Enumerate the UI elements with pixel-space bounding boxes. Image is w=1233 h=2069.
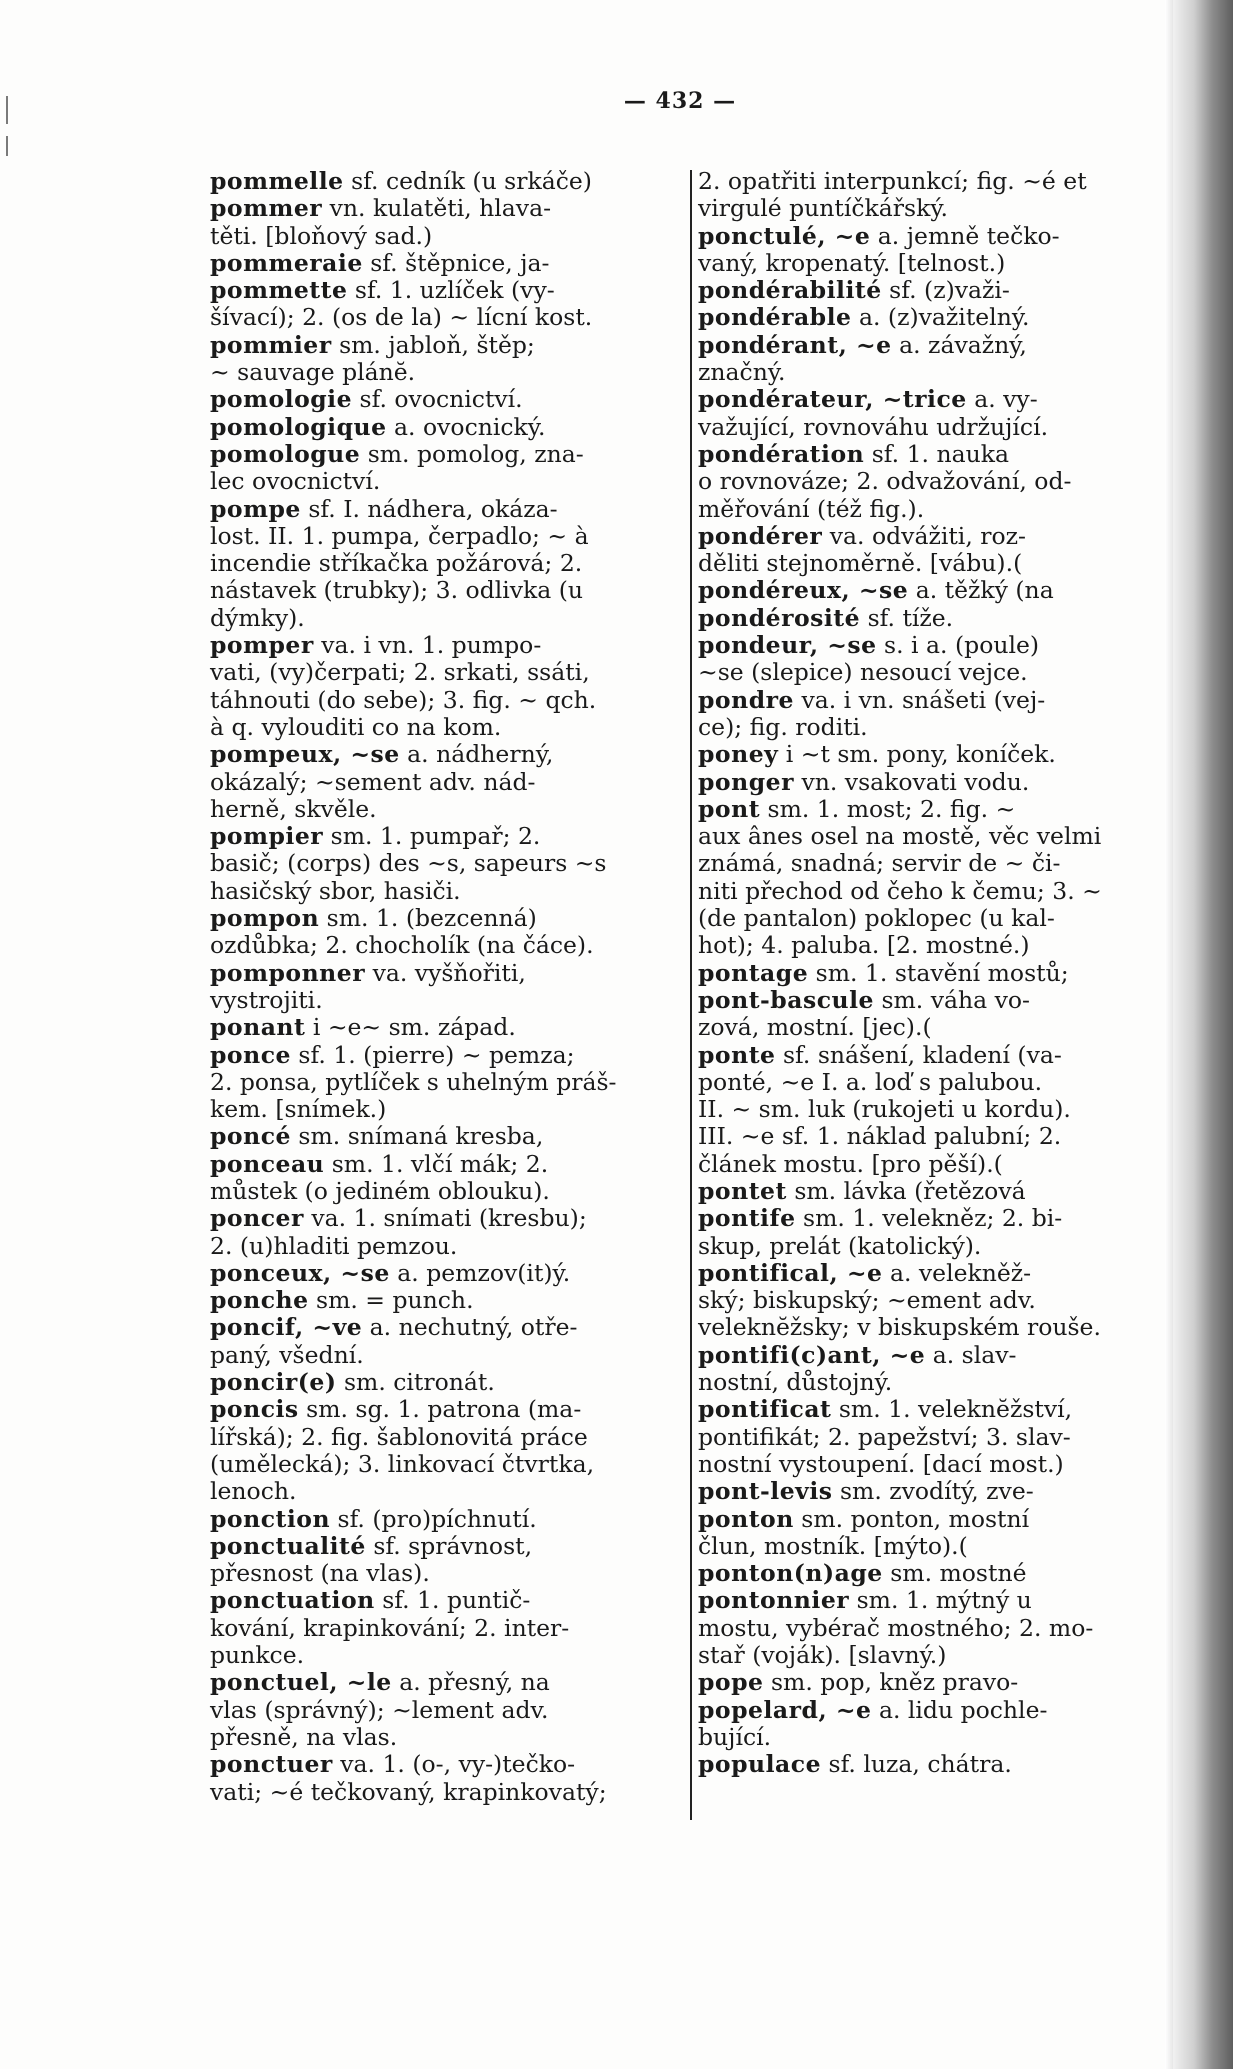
dictionary-line: pompon sm. 1. (bezcenná) bbox=[210, 904, 537, 933]
headword: ponton bbox=[698, 1504, 794, 1533]
headword: pondérant, ~e bbox=[698, 330, 892, 359]
dictionary-line: poney i ~t sm. pony, koníček. bbox=[698, 740, 1056, 769]
dictionary-line: basič; (corps) des ~s, sapeurs ~s bbox=[210, 849, 607, 878]
dictionary-line: ponche sm. = punch. bbox=[210, 1286, 474, 1315]
headword: pompeux, ~se bbox=[210, 740, 400, 769]
dictionary-line: niti přechod od čeho k čemu; 3. ~ bbox=[698, 876, 1102, 905]
dictionary-line: zová, mostní. [jec).( bbox=[698, 1013, 932, 1042]
dictionary-line: pommelle sf. cedník (u srkáče) bbox=[210, 167, 592, 195]
headword: pommelle bbox=[210, 167, 344, 195]
headword: poncis bbox=[210, 1395, 299, 1424]
headword: pondération bbox=[698, 439, 865, 468]
dictionary-line: ozdůbka; 2. chocholík (na čáce). bbox=[210, 931, 594, 960]
dictionary-line: poncir(e) sm. citronát. bbox=[210, 1368, 495, 1397]
dictionary-line: ~ sauvage plánĕ. bbox=[210, 358, 416, 387]
headword: pondéreux, ~se bbox=[698, 576, 909, 605]
headword: pont-levis bbox=[698, 1477, 833, 1506]
dictionary-line: poncé sm. snímaná kresba, bbox=[210, 1122, 544, 1151]
margin-mark bbox=[6, 136, 8, 156]
dictionary-line: pommer vn. kulatěti, hlava- bbox=[210, 194, 552, 223]
dictionary-line: pondération sf. 1. nauka bbox=[698, 439, 1009, 468]
dictionary-line: hot); 4. paluba. [2. mostné.) bbox=[698, 931, 1030, 960]
dictionary-line: pondre va. i vn. snášeti (vej- bbox=[698, 685, 1046, 714]
dictionary-line: bující. bbox=[698, 1722, 772, 1751]
dictionary-line: mostu, vybérač mostného; 2. mo- bbox=[698, 1613, 1094, 1642]
dictionary-line: měřování (též fig.). bbox=[698, 494, 925, 523]
dictionary-line: lenoch. bbox=[210, 1477, 297, 1506]
dictionary-line: pomologie sf. ovocnictví. bbox=[210, 385, 523, 414]
dictionary-line: článek mostu. [pro pěší).( bbox=[698, 1149, 1003, 1178]
dictionary-line: stař (voják). [slavný.) bbox=[698, 1641, 947, 1670]
dictionary-line: pomologue sm. pomolog, zna- bbox=[210, 439, 584, 468]
dictionary-line: ponce sf. 1. (pierre) ~ pemza; bbox=[210, 1040, 575, 1069]
dictionary-line: II. ~ sm. luk (rukojeti u kordu). bbox=[698, 1095, 1071, 1124]
dictionary-line: virgulé puntíčkářský. bbox=[698, 194, 948, 223]
dictionary-line: táhnouti (do sebe); 3. fig. ~ qch. bbox=[210, 685, 597, 714]
dictionary-line: děliti stejnoměrně. [vábu).( bbox=[698, 549, 1023, 578]
headword: ponctuation bbox=[210, 1586, 375, 1615]
dictionary-line: à q. vylouditi co na kom. bbox=[210, 712, 502, 741]
dictionary-line: pomologique a. ovocnický. bbox=[210, 412, 546, 441]
dictionary-line: 2. (u)hladiti pemzou. bbox=[210, 1231, 458, 1260]
dictionary-line: člun, mostník. [mýto).( bbox=[698, 1531, 968, 1560]
headword: pondérable bbox=[698, 303, 852, 332]
headword: ponctualité bbox=[210, 1531, 366, 1560]
dictionary-line: ský; biskupský; ~ement adv. bbox=[698, 1286, 1036, 1315]
headword: pont bbox=[698, 794, 761, 823]
headword: pompe bbox=[210, 494, 301, 523]
headword: pontificat bbox=[698, 1395, 832, 1424]
headword: pomologique bbox=[210, 412, 387, 441]
dictionary-line: popelard, ~e a. lidu pochle- bbox=[698, 1695, 1048, 1724]
dictionary-line: paný, všední. bbox=[210, 1340, 364, 1369]
headword: pontage bbox=[698, 958, 809, 987]
dictionary-line: 2. opatřiti interpunkcí; fig. ~é et bbox=[698, 167, 1087, 195]
dictionary-line: pommier sm. jabloň, štěp; bbox=[210, 330, 535, 359]
dictionary-line: ponton(n)age sm. mostné bbox=[698, 1559, 1027, 1588]
dictionary-line: populace sf. luza, chátra. bbox=[698, 1750, 1012, 1779]
dictionary-line: ponctualité sf. správnost, bbox=[210, 1531, 533, 1560]
dictionary-line: važující, rovnováhu udržující. bbox=[698, 412, 1049, 441]
dictionary-line: pontet sm. lávka (řetězová bbox=[698, 1176, 1026, 1205]
headword: pondérabilité bbox=[698, 276, 882, 305]
headword: ponceux, ~se bbox=[210, 1258, 390, 1287]
dictionary-line: nostní vystoupení. [dací most.) bbox=[698, 1449, 1064, 1478]
page-edge-shadow bbox=[1165, 0, 1173, 2069]
dictionary-line: pondérer va. odvážiti, roz- bbox=[698, 521, 1026, 550]
headword: poncer bbox=[210, 1204, 304, 1233]
dictionary-line: vlas (správný); ~lement adv. bbox=[210, 1695, 549, 1724]
dictionary-line: ponctulé, ~e a. jemně tečko- bbox=[698, 221, 1060, 250]
headword: pommette bbox=[210, 276, 348, 305]
dictionary-line: ponté, ~e I. a. loď s palubou. bbox=[698, 1067, 1043, 1096]
headword: ponctulé, ~e bbox=[698, 221, 871, 250]
dictionary-line: ponton sm. ponton, mostní bbox=[698, 1504, 1030, 1533]
headword: ponger bbox=[698, 767, 794, 796]
dictionary-line: šívací); 2. (os de la) ~ lícní kost. bbox=[210, 303, 593, 332]
dictionary-line: těti. [bloňový sad.) bbox=[210, 221, 433, 250]
dictionary-line: pondéreux, ~se a. těžký (na bbox=[698, 576, 1054, 605]
dictionary-line: pontage sm. 1. stavění mostů; bbox=[698, 958, 1069, 987]
dictionary-line: ponctuation sf. 1. puntič- bbox=[210, 1586, 531, 1615]
dictionary-line: nástavek (trubky); 3. odlivka (u bbox=[210, 576, 584, 605]
dictionary-line: pomponner va. vyšňořiti, bbox=[210, 958, 526, 987]
headword: pommer bbox=[210, 194, 323, 223]
dictionary-line: skup, prelát (katolický). bbox=[698, 1231, 982, 1260]
dictionary-line: pontifi(c)ant, ~e a. slav- bbox=[698, 1340, 1017, 1369]
headword: ponant bbox=[210, 1013, 306, 1042]
headword: ponction bbox=[210, 1504, 331, 1533]
dictionary-line: poncis sm. sg. 1. patrona (ma- bbox=[210, 1395, 582, 1424]
headword: poncif, ~ve bbox=[210, 1313, 363, 1342]
dictionary-line: pompeux, ~se a. nádherný, bbox=[210, 740, 554, 769]
dictionary-line: 2. ponsa, pytlíček s uhelným práš- bbox=[210, 1067, 617, 1096]
dictionary-line: pope sm. pop, kněz pravo- bbox=[698, 1668, 1019, 1697]
headword: ponctuel, ~le bbox=[210, 1668, 392, 1697]
dictionary-line: dýmky). bbox=[210, 603, 305, 632]
dictionary-line: pondérant, ~e a. závažný, bbox=[698, 330, 1027, 359]
headword: pondre bbox=[698, 685, 794, 714]
margin-mark bbox=[6, 96, 8, 124]
dictionary-line: pontonnier sm. 1. mýtný u bbox=[698, 1586, 1032, 1615]
dictionary-line: pondérable a. (z)važitelný. bbox=[698, 303, 1030, 332]
dictionary-line: ponction sf. (pro)píchnutí. bbox=[210, 1504, 537, 1533]
headword: pomponner bbox=[210, 958, 366, 987]
dictionary-line: ponant i ~e~ sm. západ. bbox=[210, 1013, 516, 1042]
headword: pomologue bbox=[210, 439, 361, 468]
dictionary-line: pontifikát; 2. papežství; 3. slav- bbox=[698, 1422, 1071, 1451]
left-column bbox=[210, 168, 616, 1806]
headword: popelard, ~e bbox=[698, 1695, 872, 1724]
dictionary-line: pont-levis sm. zvodítý, zve- bbox=[698, 1477, 1034, 1506]
dictionary-line: (umělecká); 3. linkovací čtvrtka, bbox=[210, 1449, 595, 1478]
headword: pompon bbox=[210, 904, 320, 933]
headword: pontifi(c)ant, ~e bbox=[698, 1340, 926, 1369]
headword: ponche bbox=[210, 1286, 309, 1315]
dictionary-line: (de pantalon) poklopec (u kal- bbox=[698, 904, 1055, 933]
headword: pope bbox=[698, 1668, 764, 1697]
dictionary-line: nostní, důstojný. bbox=[698, 1368, 893, 1397]
headword: pontifical, ~e bbox=[698, 1258, 883, 1287]
dictionary-line: ~se (slepice) nesoucí vejce. bbox=[698, 658, 1028, 687]
dictionary-line: lec ovocnictví. bbox=[210, 467, 381, 496]
dictionary-line: aux ânes osel na mostě, věc velmi bbox=[698, 822, 1102, 851]
dictionary-line: přesnost (na vlas). bbox=[210, 1559, 430, 1588]
dictionary-line: herně, skvěle. bbox=[210, 794, 377, 823]
headword: pondérateur, ~trice bbox=[698, 385, 967, 414]
dictionary-line: pontife sm. 1. velekněz; 2. bi- bbox=[698, 1204, 1063, 1233]
headword: pommeraie bbox=[210, 248, 363, 277]
dictionary-line: kování, krapinkování; 2. inter- bbox=[210, 1613, 570, 1642]
dictionary-line: ponctuer va. 1. (o-, vy-)tečko- bbox=[210, 1750, 576, 1779]
book-binding-shadow bbox=[1173, 0, 1233, 2069]
headword: poney bbox=[698, 740, 779, 769]
dictionary-line: punkce. bbox=[210, 1641, 305, 1670]
headword: pondérer bbox=[698, 521, 823, 550]
dictionary-line: pompier sm. 1. pumpař; 2. bbox=[210, 822, 541, 851]
headword: poncir(e) bbox=[210, 1368, 337, 1397]
dictionary-line: pondérosité sf. tíže. bbox=[698, 603, 954, 632]
dictionary-line: vati, (vy)čerpati; 2. srkati, ssáti, bbox=[210, 658, 590, 687]
dictionary-line: vystrojiti. bbox=[210, 985, 323, 1014]
dictionary-line: pondeur, ~se s. i a. (poule) bbox=[698, 631, 1040, 660]
dictionary-line: značný. bbox=[698, 358, 786, 387]
headword: pondérosité bbox=[698, 603, 861, 632]
headword: pomper bbox=[210, 631, 314, 660]
dictionary-line: pomper va. i vn. 1. pumpo- bbox=[210, 631, 542, 660]
headword: ponton(n)age bbox=[698, 1559, 883, 1588]
dictionary-line: poncer va. 1. snímati (kresbu); bbox=[210, 1204, 587, 1233]
headword: pontet bbox=[698, 1176, 787, 1205]
headword: pondeur, ~se bbox=[698, 631, 877, 660]
dictionary-line: pondérateur, ~trice a. vy- bbox=[698, 385, 1038, 414]
headword: pompier bbox=[210, 822, 324, 851]
dictionary-line: ce); fig. roditi. bbox=[698, 712, 868, 741]
dictionary-line: ponceux, ~se a. pemzov(it)ý. bbox=[210, 1258, 571, 1287]
dictionary-line: pommeraie sf. štěpnice, ja- bbox=[210, 248, 550, 277]
dictionary-line: vati; ~é tečkovaný, krapinkovatý; bbox=[210, 1777, 607, 1806]
right-column bbox=[698, 168, 1102, 1779]
dictionary-line: vaný, kropenatý. [telnost.) bbox=[698, 248, 1006, 277]
dictionary-line: o rovnováze; 2. odvažování, od- bbox=[698, 467, 1072, 496]
dictionary-line: pommette sf. 1. uzlíček (vy- bbox=[210, 276, 555, 305]
dictionary-line: ponctuel, ~le a. přesný, na bbox=[210, 1668, 550, 1697]
headword: poncé bbox=[210, 1122, 291, 1151]
page-number: — 432 — bbox=[623, 88, 737, 114]
dictionary-line: pondérabilité sf. (z)važi- bbox=[698, 276, 1010, 305]
dictionary-line: můstek (o jediném oblouku). bbox=[210, 1176, 550, 1205]
dictionary-line: poncif, ~ve a. nechutný, otře- bbox=[210, 1313, 578, 1342]
dictionary-line: pontificat sm. 1. veleknĕžství, bbox=[698, 1395, 1073, 1424]
column-divider bbox=[690, 170, 692, 1820]
dictionary-line: lost. II. 1. pumpa, čerpadlo; ~ à bbox=[210, 521, 589, 550]
dictionary-line: III. ~e sf. 1. náklad palubní; 2. bbox=[698, 1122, 1062, 1151]
headword: pontonnier bbox=[698, 1586, 850, 1615]
headword: pontife bbox=[698, 1204, 796, 1233]
headword: ponte bbox=[698, 1040, 776, 1069]
dictionary-line: kem. [snímek.) bbox=[210, 1095, 387, 1124]
headword: ponctuer bbox=[210, 1750, 333, 1779]
dictionary-line: pont sm. 1. most; 2. fig. ~ bbox=[698, 794, 1016, 823]
dictionary-line: ponceau sm. 1. vlčí mák; 2. bbox=[210, 1149, 549, 1178]
dictionary-line: pont-bascule sm. váha vo- bbox=[698, 985, 1030, 1014]
dictionary-line: okázalý; ~sement adv. nád- bbox=[210, 767, 536, 796]
dictionary-line: incendie stříkačka požárová; 2. bbox=[210, 549, 583, 578]
dictionary-line: známá, snadná; servir de ~ či- bbox=[698, 849, 1061, 878]
headword: ponceau bbox=[210, 1149, 325, 1178]
headword: populace bbox=[698, 1750, 822, 1779]
headword: pomologie bbox=[210, 385, 353, 414]
headword: pommier bbox=[210, 330, 332, 359]
headword: pont-bascule bbox=[698, 985, 874, 1014]
headword: ponce bbox=[210, 1040, 291, 1069]
dictionary-line: ponger vn. vsakovati vodu. bbox=[698, 767, 1030, 796]
dictionary-line: pompe sf. I. nádhera, okáza- bbox=[210, 494, 558, 523]
dictionary-line: hasičský sbor, hasiči. bbox=[210, 876, 461, 905]
dictionary-line: veleknĕžsky; v biskupském rouše. bbox=[698, 1313, 1101, 1342]
dictionary-line: pontifical, ~e a. velekněž- bbox=[698, 1258, 1032, 1287]
dictionary-line: lířská); 2. fig. šablonovitá práce bbox=[210, 1422, 588, 1451]
dictionary-line: ponte sf. snášení, kladení (va- bbox=[698, 1040, 1062, 1069]
dictionary-line: přesně, na vlas. bbox=[210, 1722, 398, 1751]
